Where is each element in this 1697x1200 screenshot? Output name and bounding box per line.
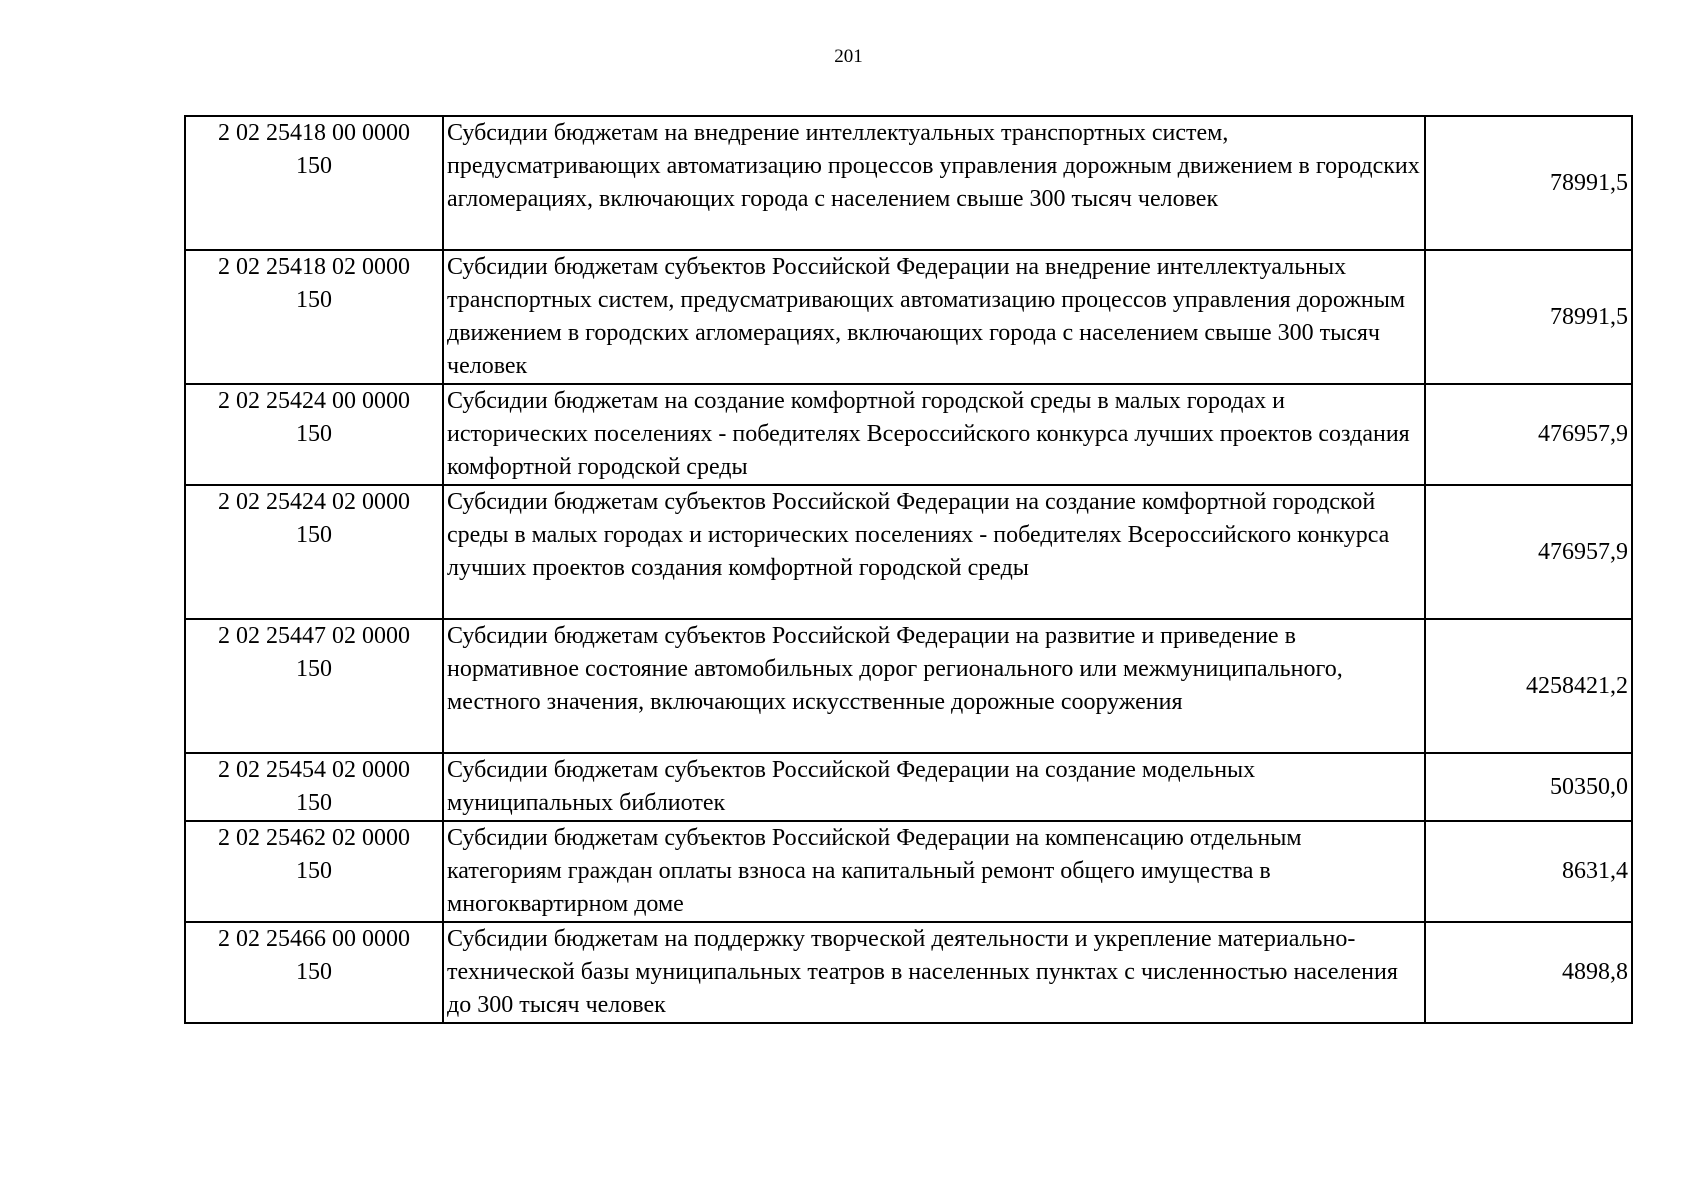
budget-code-suffix: 150 [296,790,332,816]
amount-cell: 476957,9 [1425,384,1632,485]
budget-code-suffix: 150 [296,959,332,985]
table-row [185,485,1632,619]
budget-code: 2 02 25424 00 0000 [218,388,410,414]
description-cell: Субсидии бюджетам на создание комфортной городской среды в малых городах и исторических поселениях - победителях Всероссийского конкурса лучших проектов создания комфортной городской среды [443,384,1425,485]
description-cell: Субсидии бюджетам субъектов Российской Федерации на создание модельных муниципальных библиотек [443,753,1425,821]
amount-cell: 8631,4 [1425,821,1632,922]
budget-code-suffix: 150 [296,153,332,179]
table-row [185,922,1632,1023]
amount-cell: 50350,0 [1425,753,1632,821]
budget-code-cell [185,485,443,619]
description-cell: Субсидии бюджетам субъектов Российской Федерации на развитие и приведение в нормативное состояние автомобильных дорог регионального или межмуниципального, местного значения, включающих искусственные дорожные сооружения [443,619,1425,753]
budget-code-suffix: 150 [296,656,332,682]
budget-code-suffix: 150 [296,287,332,313]
budget-code-cell [185,384,443,485]
description-cell: Субсидии бюджетам на поддержку творческой деятельности и укрепление материально-технической базы муниципальных театров в населенных пунктах с численностью населения до 300 тысяч человек [443,922,1425,1023]
budget-code: 2 02 25447 02 0000 [218,623,410,649]
amount-cell: 78991,5 [1425,116,1632,250]
budget-code-suffix: 150 [296,421,332,447]
table-row [185,619,1632,753]
budget-code-cell [185,922,443,1023]
table-row [185,116,1632,250]
table-row [185,753,1632,821]
description-cell: Субсидии бюджетам субъектов Российской Федерации на компенсацию отдельным категориям граждан оплаты взноса на капитальный ремонт общего имущества в многоквартирном доме [443,821,1425,922]
amount-cell: 78991,5 [1425,250,1632,384]
budget-table [184,115,1633,1024]
budget-code: 2 02 25418 02 0000 [218,254,410,280]
amount-cell: 476957,9 [1425,485,1632,619]
budget-code-cell [185,619,443,753]
budget-code: 2 02 25424 02 0000 [218,489,410,515]
budget-code: 2 02 25466 00 0000 [218,926,410,952]
budget-code-cell [185,250,443,384]
budget-code-cell [185,821,443,922]
budget-code-cell [185,116,443,250]
budget-code: 2 02 25418 00 0000 [218,120,410,146]
description-cell: Субсидии бюджетам на внедрение интеллектуальных транспортных систем, предусматривающих автоматизацию процессов управления дорожным движением в городских агломерациях, включающих города с населением свыше 300 тысяч человек [443,116,1425,250]
budget-code-suffix: 150 [296,522,332,548]
page-number: 201 [834,46,863,67]
amount-cell: 4258421,2 [1425,619,1632,753]
description-cell: Субсидии бюджетам субъектов Российской Федерации на создание комфортной городской среды в малых городах и исторических поселениях - победителях Всероссийского конкурса лучших проектов создания комфортной городской среды [443,485,1425,619]
table-row [185,384,1632,485]
table-row [185,821,1632,922]
budget-code: 2 02 25454 02 0000 [218,757,410,783]
budget-code: 2 02 25462 02 0000 [218,825,410,851]
table-row [185,250,1632,384]
description-cell: Субсидии бюджетам субъектов Российской Федерации на внедрение интеллектуальных транспортных систем, предусматривающих автоматизацию процессов управления дорожным движением в городских агломерациях, включающих города с населением свыше 300 тысяч человек [443,250,1425,384]
budget-code-cell [185,753,443,821]
amount-cell: 4898,8 [1425,922,1632,1023]
budget-code-suffix: 150 [296,858,332,884]
